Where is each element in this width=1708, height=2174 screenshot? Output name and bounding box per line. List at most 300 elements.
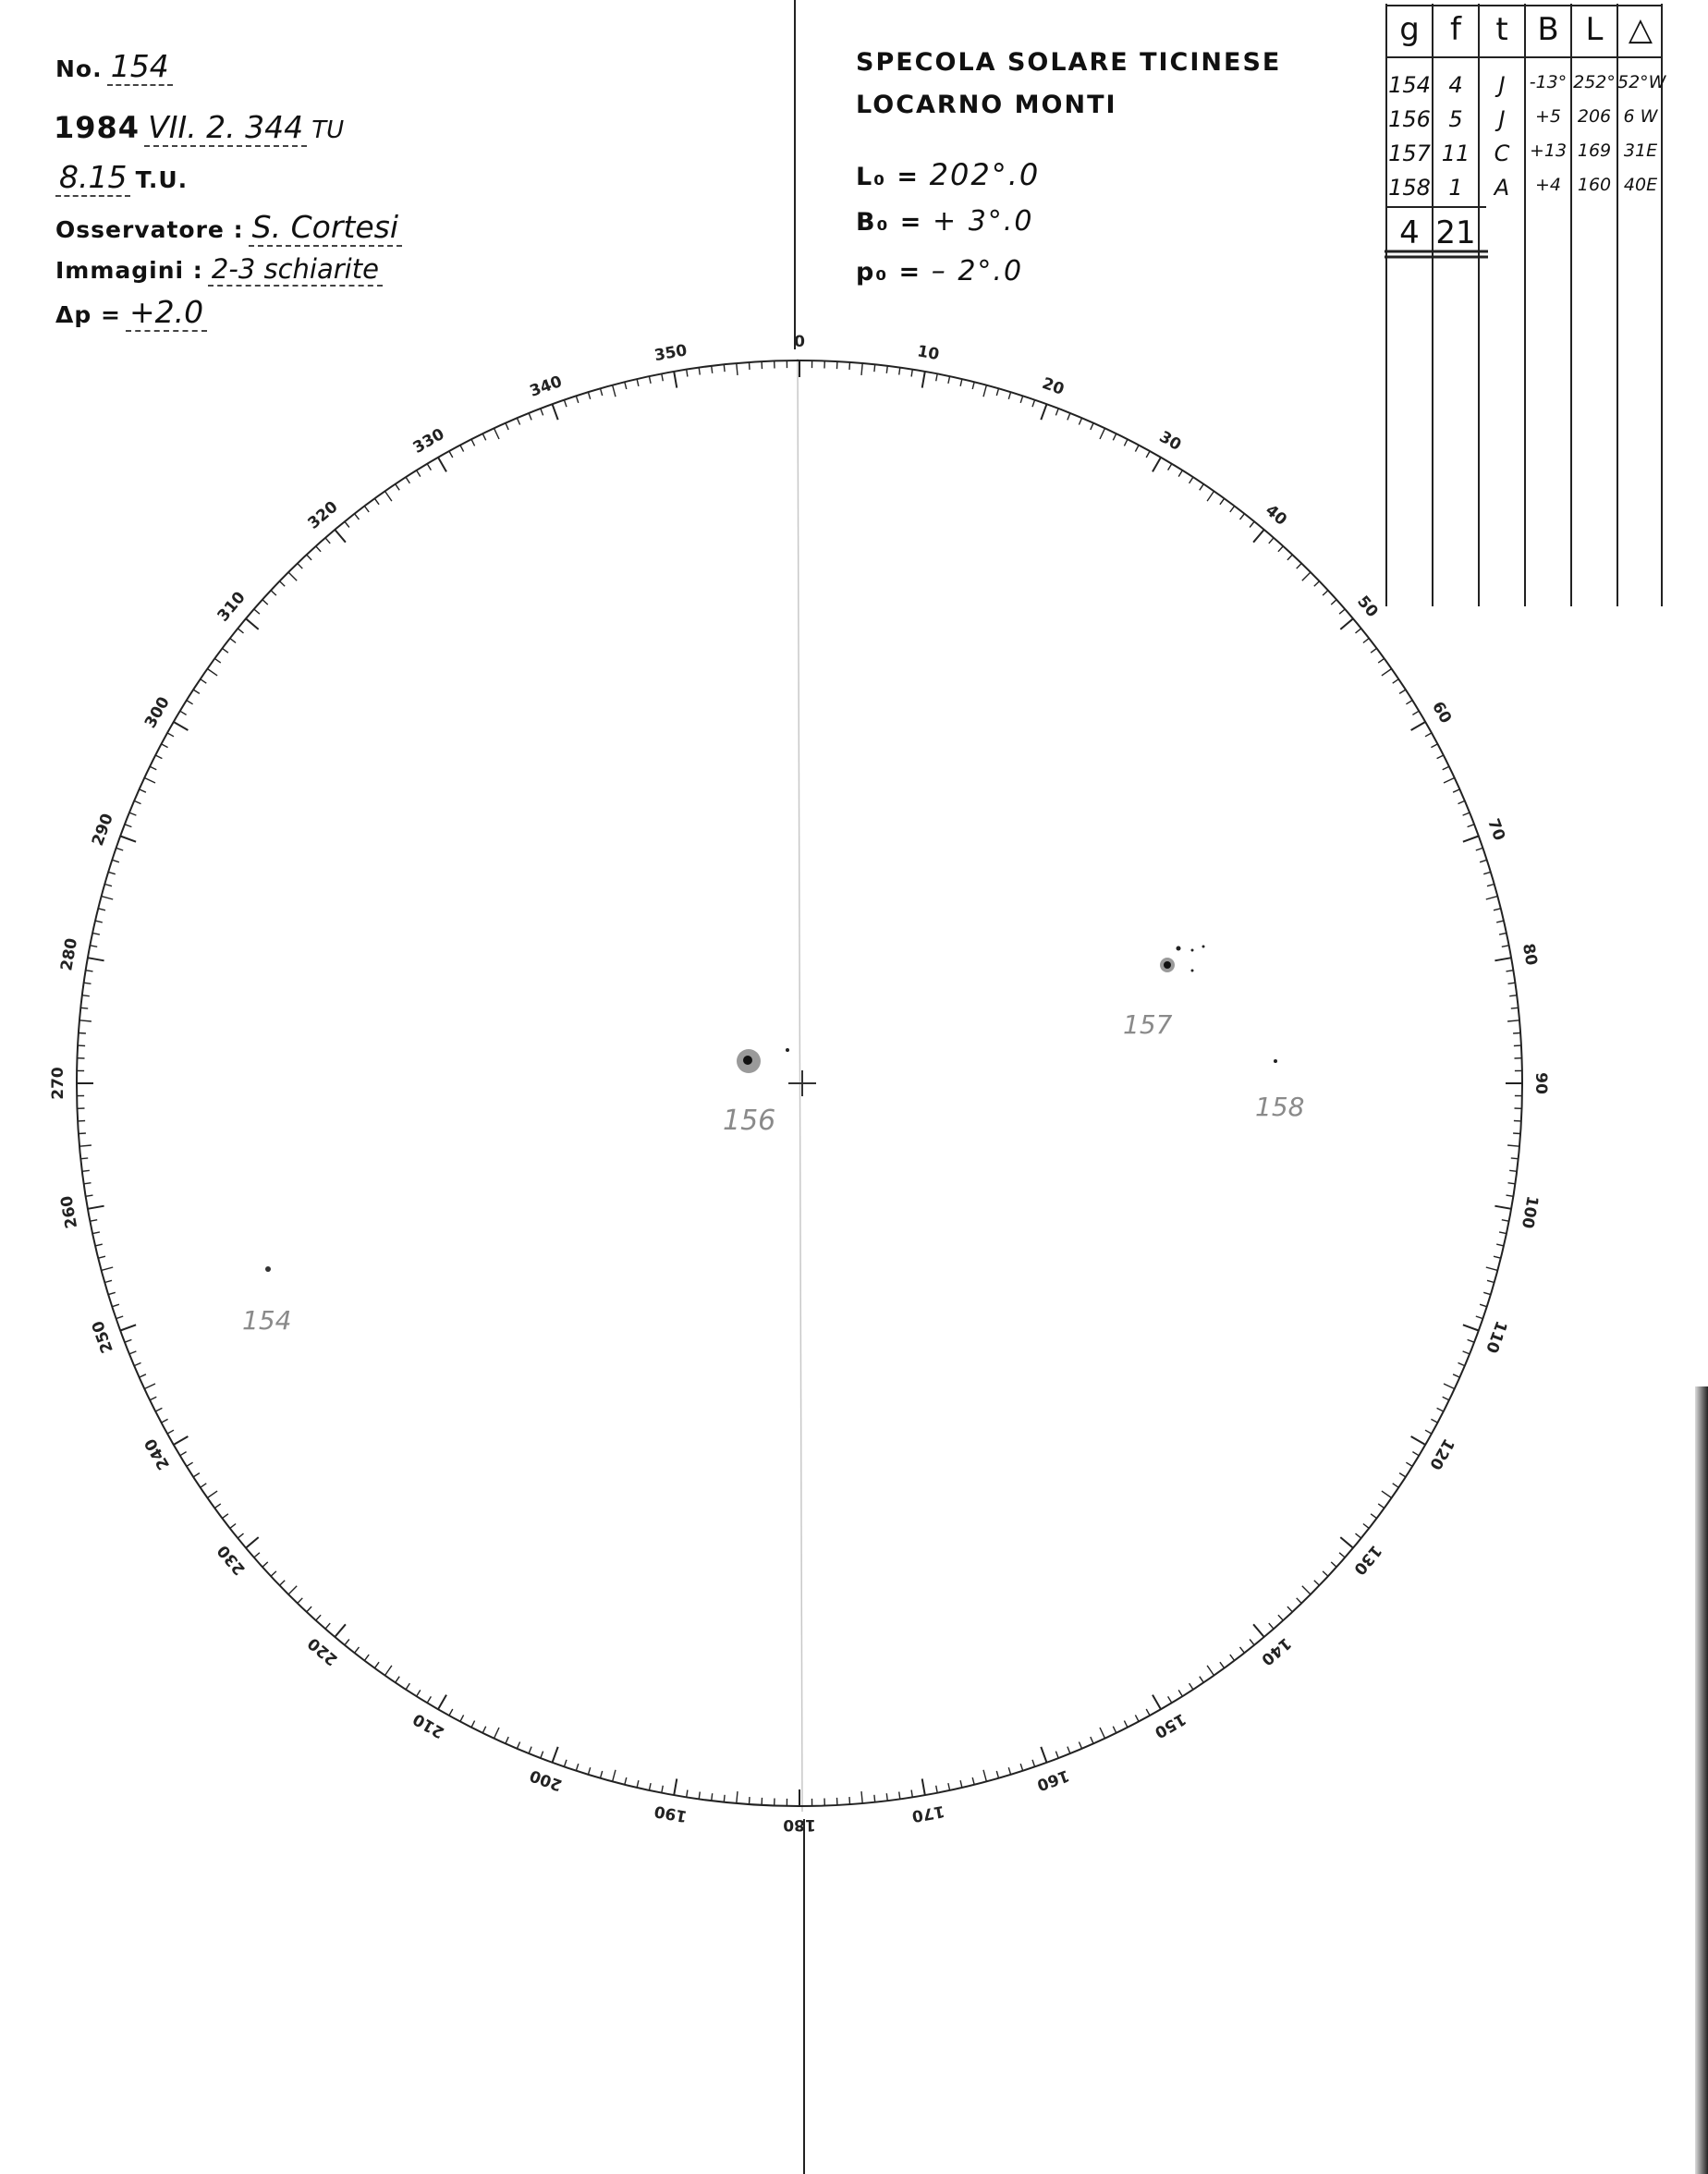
- degree-tick: [1230, 507, 1235, 512]
- degree-tick: [316, 1615, 321, 1620]
- degree-tick: [637, 379, 639, 386]
- observer-value: S. Cortesi: [249, 209, 402, 247]
- degree-tick: [1425, 1430, 1432, 1434]
- degree-tick: [1509, 995, 1517, 996]
- degree-tick: [1494, 958, 1511, 960]
- degree-tick: [1020, 1764, 1023, 1771]
- degree-label: 130: [1349, 1541, 1385, 1579]
- degree-tick: [102, 897, 114, 899]
- degree-tick: [874, 1795, 875, 1802]
- degree-tick: [449, 451, 453, 458]
- degree-tick: [1041, 404, 1046, 420]
- degree-tick: [238, 1533, 243, 1538]
- table-cell: 4: [1448, 72, 1463, 98]
- degree-tick: [1483, 1292, 1491, 1294]
- degree-tick: [1269, 1623, 1274, 1629]
- degree-tick: [471, 1721, 475, 1728]
- degree-tick: [345, 1640, 349, 1645]
- degree-tick: [230, 1524, 236, 1529]
- degree-tick: [406, 1683, 409, 1690]
- degree-tick: [112, 860, 119, 862]
- degree-tick: [90, 1220, 97, 1222]
- degree-tick: [1468, 1339, 1475, 1342]
- degree-tick: [1443, 766, 1449, 770]
- degree-tick: [1412, 1452, 1419, 1456]
- table-header-cell: △: [1628, 11, 1653, 48]
- degree-tick: [849, 1797, 850, 1804]
- degree-tick: [1331, 1562, 1336, 1567]
- degree-tick: [724, 364, 725, 372]
- degree-tick: [1240, 514, 1245, 519]
- degree-tick: [355, 514, 360, 519]
- degree-tick: [1499, 933, 1507, 934]
- table-cell: 40E: [1623, 175, 1658, 195]
- observatory-location: LOCARNO MONTI: [856, 91, 1117, 119]
- degree-tick: [79, 1033, 86, 1034]
- degree-tick: [1178, 1690, 1182, 1696]
- degree-tick: [193, 690, 200, 693]
- degree-tick: [1287, 1606, 1292, 1612]
- degree-tick: [529, 413, 531, 421]
- degree-tick: [298, 1598, 303, 1604]
- degree-tick: [553, 1747, 558, 1763]
- degree-tick: [1340, 618, 1353, 629]
- degree-tick: [116, 848, 124, 850]
- degree-tick: [1411, 722, 1426, 730]
- degree-tick: [84, 1183, 92, 1184]
- degree-tick: [601, 388, 603, 396]
- degree-tick: [174, 722, 189, 730]
- degree-tick: [1240, 1647, 1245, 1653]
- degree-tick: [1393, 1484, 1399, 1488]
- degree-tick: [1032, 1760, 1035, 1767]
- B0-label: B₀ =: [856, 208, 923, 237]
- degree-label: 290: [88, 811, 117, 849]
- degree-tick: [1502, 946, 1509, 947]
- degree-label: 60: [1428, 698, 1456, 727]
- degree-tick: [307, 1606, 311, 1612]
- degree-tick: [1323, 1571, 1328, 1576]
- degree-tick: [948, 376, 950, 384]
- degree-tick: [1135, 446, 1139, 452]
- degree-tick: [899, 368, 900, 375]
- degree-tick: [1297, 564, 1302, 569]
- degree-tick: [517, 418, 519, 424]
- degree-tick: [899, 1792, 900, 1800]
- degree-tick: [1339, 1553, 1345, 1557]
- degree-tick: [187, 1462, 193, 1466]
- degree-tick: [1443, 1397, 1449, 1400]
- date-suffix: TU: [311, 116, 345, 144]
- degree-tick: [98, 1256, 105, 1258]
- degree-tick: [1399, 1473, 1406, 1477]
- degree-tick: [79, 1133, 86, 1134]
- L0-label: L₀ =: [856, 163, 921, 191]
- degree-tick: [92, 933, 100, 934]
- degree-tick: [1509, 1170, 1517, 1171]
- degree-tick: [1253, 530, 1264, 543]
- degree-tick: [108, 872, 116, 873]
- degree-label: 100: [1517, 1194, 1542, 1230]
- scan-edge-shadow: [1695, 1386, 1708, 2174]
- degree-tick: [553, 404, 558, 420]
- degree-tick: [911, 1790, 912, 1798]
- degree-label: 160: [1034, 1765, 1072, 1795]
- degree-tick: [427, 1696, 431, 1703]
- degree-tick: [120, 1325, 136, 1330]
- degree-tick: [724, 1795, 725, 1802]
- table-cell: 158: [1388, 175, 1431, 201]
- degree-tick: [207, 669, 217, 676]
- degree-tick: [1463, 812, 1470, 815]
- degree-tick: [201, 1484, 207, 1488]
- degree-tick: [1153, 1695, 1161, 1710]
- degree-tick: [936, 1786, 938, 1793]
- degree-tick: [1496, 921, 1504, 922]
- degree-tick: [298, 564, 303, 569]
- degree-tick: [1079, 1742, 1081, 1749]
- degree-tick: [1331, 600, 1336, 605]
- degree-tick: [1340, 1537, 1353, 1548]
- degree-tick: [271, 591, 276, 595]
- degree-tick: [1476, 1316, 1483, 1319]
- degree-label: 190: [653, 1801, 689, 1826]
- degree-tick: [1411, 1436, 1426, 1445]
- degree-tick: [1190, 477, 1193, 483]
- degree-tick: [1378, 658, 1385, 663]
- degree-label: 350: [653, 341, 689, 366]
- images-label: Immagini :: [55, 257, 203, 284]
- degree-tick: [1453, 789, 1459, 792]
- degree-tick: [1463, 1325, 1479, 1330]
- degree-tick: [1091, 1737, 1093, 1743]
- degree-tick: [144, 778, 155, 784]
- degree-tick: [104, 1280, 112, 1282]
- degree-tick: [374, 1662, 379, 1668]
- degree-label: 30: [1155, 427, 1185, 455]
- degree-tick: [129, 812, 137, 815]
- degree-tick: [134, 800, 140, 803]
- degree-tick: [1444, 778, 1455, 784]
- number-label: No.: [55, 55, 103, 82]
- degree-tick: [613, 1770, 616, 1782]
- table-header-cell: B: [1537, 11, 1559, 48]
- degree-label: 80: [1518, 942, 1541, 968]
- degree-tick: [922, 1778, 925, 1795]
- degree-tick: [1437, 755, 1444, 759]
- degree-tick: [1168, 464, 1172, 470]
- degree-tick: [1480, 860, 1487, 862]
- degree-tick: [1399, 690, 1406, 693]
- table-cell: 252°: [1573, 72, 1616, 92]
- degree-tick: [374, 498, 379, 505]
- degree-tick: [712, 366, 713, 373]
- degree-label: 310: [214, 588, 250, 626]
- degree-tick: [307, 555, 311, 560]
- sunspot: [1191, 970, 1194, 972]
- table-cell: J: [1498, 72, 1506, 98]
- degree-tick: [325, 538, 330, 544]
- degree-tick: [1230, 1655, 1235, 1660]
- degree-tick: [1502, 1220, 1509, 1222]
- degree-tick: [936, 373, 938, 381]
- table-header-cell: t: [1495, 11, 1508, 48]
- degree-tick: [254, 609, 260, 614]
- degree-tick: [406, 477, 409, 483]
- degree-label: 180: [783, 1815, 816, 1834]
- degree-tick: [214, 1504, 221, 1508]
- degree-tick: [1100, 428, 1105, 439]
- degree-tick: [187, 701, 193, 704]
- degree-tick: [1494, 1256, 1501, 1258]
- degree-tick: [116, 1316, 124, 1319]
- degree-tick: [417, 1690, 421, 1696]
- degree-tick: [460, 1715, 464, 1721]
- degree-tick: [1453, 1374, 1459, 1377]
- degree-tick: [1032, 400, 1035, 408]
- spot-label-158: 158: [1255, 1092, 1305, 1122]
- degree-tick: [564, 1760, 567, 1767]
- degree-tick: [576, 396, 579, 403]
- degree-tick: [588, 1767, 590, 1775]
- degree-tick: [1382, 669, 1392, 676]
- degree-tick: [162, 1419, 168, 1423]
- spot-label-156: 156: [723, 1105, 776, 1137]
- degree-tick: [564, 400, 567, 408]
- degree-tick: [1220, 1662, 1225, 1668]
- degree-tick: [108, 1292, 116, 1294]
- p0-value: – 2°.0: [931, 255, 1024, 287]
- degree-tick: [345, 521, 349, 527]
- degree-tick: [1496, 1244, 1504, 1246]
- degree-tick: [1153, 458, 1161, 472]
- table-cell: -13°: [1529, 72, 1568, 92]
- degree-tick: [112, 1304, 119, 1307]
- table-cell: 5: [1448, 106, 1463, 132]
- degree-label: 70: [1483, 816, 1509, 844]
- degree-tick: [1444, 1384, 1455, 1389]
- spot-label-154: 154: [242, 1305, 292, 1336]
- degree-tick: [1507, 1145, 1519, 1146]
- table-cell: 160: [1577, 175, 1612, 195]
- degree-tick: [1055, 409, 1058, 416]
- degree-tick: [140, 1374, 146, 1377]
- degree-tick: [1494, 909, 1501, 910]
- table-cell: C: [1494, 140, 1510, 166]
- table-cell: +4: [1534, 175, 1561, 195]
- table-cell: A: [1494, 175, 1510, 201]
- degree-tick: [948, 1783, 950, 1790]
- degree-tick: [223, 1514, 228, 1519]
- degree-tick: [1135, 1715, 1139, 1721]
- degree-tick: [1253, 1624, 1264, 1637]
- degree-tick: [737, 363, 738, 375]
- degree-tick: [471, 439, 475, 446]
- degree-tick: [1178, 470, 1182, 477]
- degree-tick: [1124, 439, 1128, 446]
- degree-tick: [104, 885, 112, 886]
- degree-tick: [649, 1783, 651, 1790]
- degree-tick: [95, 921, 103, 922]
- degree-tick: [246, 1537, 259, 1548]
- degree-tick: [1200, 484, 1204, 491]
- degree-tick: [861, 1791, 862, 1803]
- table-header-cell: g: [1399, 11, 1420, 48]
- degree-tick: [1371, 1514, 1376, 1519]
- degree-tick: [155, 1408, 162, 1411]
- degree-tick: [1382, 1491, 1392, 1497]
- degree-label: 200: [527, 1765, 565, 1795]
- degree-tick: [280, 581, 286, 587]
- degree-tick: [1314, 581, 1320, 587]
- degree-tick: [1008, 1767, 1010, 1775]
- degree-tick: [1363, 1524, 1369, 1529]
- degree-tick: [601, 1771, 603, 1778]
- table-cell: 206: [1577, 106, 1612, 127]
- degree-tick: [1041, 1747, 1046, 1763]
- degree-tick: [1250, 1640, 1254, 1645]
- degree-tick: [960, 379, 962, 386]
- umbra: [743, 1056, 752, 1065]
- date-value: VII. 2. 344: [144, 109, 307, 147]
- degree-tick: [712, 1793, 713, 1801]
- degree-tick: [246, 618, 259, 629]
- degree-tick: [385, 491, 392, 501]
- degree-tick: [1458, 1362, 1465, 1365]
- degree-label: 230: [214, 1541, 250, 1579]
- table-cell: +5: [1534, 106, 1561, 127]
- degree-tick: [625, 1777, 627, 1785]
- sunspot: [1177, 947, 1181, 951]
- degree-tick: [167, 733, 174, 737]
- degree-label: 220: [304, 1633, 342, 1669]
- degree-tick: [201, 679, 207, 684]
- degree-tick: [1483, 872, 1491, 873]
- degree-tick: [1314, 1581, 1320, 1586]
- degree-tick: [325, 1623, 330, 1629]
- degree-tick: [193, 1473, 200, 1477]
- degree-tick: [1431, 1419, 1437, 1423]
- degree-tick: [1431, 744, 1437, 748]
- degree-tick: [449, 1709, 453, 1716]
- degree-label: 240: [140, 1435, 174, 1473]
- table-total-cell: 21: [1435, 214, 1476, 251]
- degree-tick: [1339, 609, 1345, 614]
- degree-tick: [637, 1780, 639, 1788]
- sunspot: [1202, 946, 1205, 948]
- degree-tick: [1513, 1033, 1520, 1034]
- degree-tick: [174, 1436, 189, 1445]
- B0-value: + 3°.0: [933, 205, 1034, 238]
- degree-tick: [438, 458, 446, 472]
- degree-tick: [687, 1790, 688, 1798]
- degree-label: 140: [1257, 1633, 1295, 1669]
- degree-tick: [129, 1351, 137, 1354]
- degree-tick: [674, 1778, 677, 1795]
- degree-tick: [1468, 824, 1475, 827]
- degree-tick: [1476, 848, 1483, 850]
- degree-tick: [662, 1786, 664, 1793]
- delta-p-value: +2.0: [126, 294, 207, 332]
- degree-tick: [1250, 521, 1254, 527]
- degree-tick: [364, 1655, 369, 1660]
- degree-tick: [506, 423, 508, 430]
- degree-tick: [86, 1195, 93, 1196]
- degree-tick: [1412, 711, 1419, 714]
- degree-tick: [1278, 1615, 1283, 1620]
- degree-tick: [1480, 1304, 1487, 1307]
- degree-tick: [230, 639, 236, 643]
- degree-tick: [861, 363, 862, 375]
- degree-tick: [922, 372, 925, 388]
- degree-label: 0: [794, 333, 805, 351]
- degree-tick: [1207, 1666, 1214, 1676]
- degree-tick: [214, 658, 221, 663]
- table-cell: +13: [1529, 140, 1568, 161]
- spot-group-158: [1255, 1059, 1304, 1122]
- degree-tick: [1020, 396, 1023, 403]
- degree-tick: [1055, 1752, 1058, 1759]
- degree-tick: [1113, 1727, 1116, 1733]
- degree-tick: [238, 629, 243, 633]
- degree-tick: [92, 1232, 100, 1234]
- degree-tick: [82, 995, 90, 996]
- table-cell: 52°W: [1617, 72, 1666, 92]
- degree-tick: [506, 1737, 508, 1743]
- degree-tick: [1507, 1020, 1519, 1021]
- degree-label: 280: [57, 936, 82, 972]
- number-value: 154: [107, 48, 173, 86]
- degree-tick: [1302, 1586, 1311, 1594]
- degree-tick: [120, 837, 136, 842]
- degree-tick: [1393, 679, 1399, 684]
- p0-label: p₀ =: [856, 258, 922, 287]
- degree-tick: [180, 711, 187, 714]
- degree-tick: [1207, 491, 1214, 501]
- degree-label: 260: [57, 1194, 82, 1230]
- degree-tick: [335, 530, 346, 543]
- degree-tick: [737, 1791, 738, 1803]
- degree-tick: [588, 392, 590, 399]
- degree-tick: [541, 409, 543, 416]
- degree-tick: [167, 1430, 174, 1434]
- degree-label: 210: [409, 1709, 448, 1742]
- degree-label: 320: [304, 497, 342, 533]
- table-header-cell: L: [1585, 11, 1604, 48]
- degree-label: 90: [1531, 1072, 1550, 1094]
- degree-tick: [288, 1586, 297, 1594]
- table-cell: 31E: [1623, 140, 1658, 161]
- degree-tick: [427, 464, 431, 470]
- degree-tick: [972, 1777, 974, 1785]
- degree-label: 150: [1151, 1709, 1190, 1742]
- table-cell: 169: [1577, 140, 1612, 161]
- degree-tick: [417, 470, 421, 477]
- degree-tick: [460, 446, 464, 452]
- degree-tick: [1363, 639, 1369, 643]
- spot-group-154: [242, 1266, 291, 1336]
- degree-tick: [1278, 546, 1283, 552]
- degree-tick: [1513, 1133, 1520, 1134]
- spot-group-156: [723, 1048, 789, 1137]
- degree-tick: [207, 1491, 217, 1497]
- degree-tick: [1487, 1280, 1494, 1282]
- degree-tick: [1269, 538, 1274, 544]
- degree-tick: [280, 1581, 286, 1586]
- degree-tick: [874, 364, 875, 372]
- degree-label: 330: [409, 424, 448, 458]
- degree-tick: [1168, 1696, 1172, 1703]
